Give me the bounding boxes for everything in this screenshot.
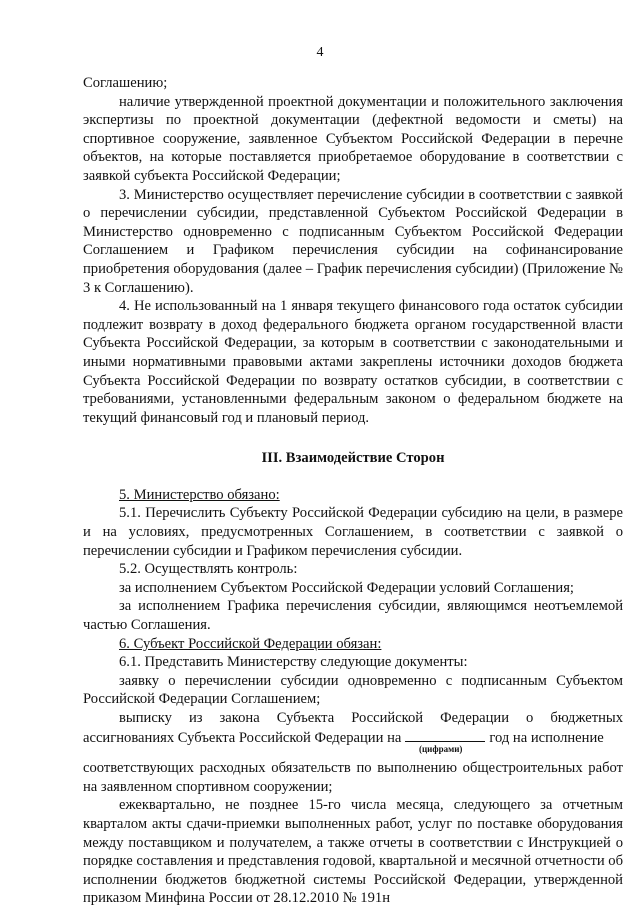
doc-extract-continuation: соответствующих расходных обязательств по выполнению общестроительных работ на заявленном спортивном сооружении; xyxy=(83,760,623,795)
doc-extract-end: год на исполнение xyxy=(489,729,604,746)
doc-extract-start: выписку из закона Субъекта Российской Федерации о бюджетных ассигнованиях Субъекта Российской Федерации на xyxy=(83,710,623,746)
item-5 xyxy=(83,486,623,505)
doc-extract xyxy=(83,709,623,747)
year-blank-field xyxy=(405,728,485,742)
item-5-1: 5.1. Перечислить Субъекту Российской Федерации субсидию на цели, в размере и на условиях, предусмотренных Соглашением, в соответствии с заявкой о перечислении субсидии и Графиком перечисления субсидии. xyxy=(83,505,623,559)
control-2: за исполнением Графика перечисления субсидии, являющимся неотъемлемой частью Соглашения. xyxy=(83,598,623,634)
item-5-text: 5. Министерство обязано: xyxy=(119,486,280,503)
blank-hint-line xyxy=(83,744,623,759)
item-6-text: 6. Субъект Российской Федерации обязан: xyxy=(119,635,382,652)
doc-request: заявку о перечислении субсидии одновременно с подписанным Субъектом Российской Федерации Соглашением; xyxy=(83,672,623,708)
item-6 xyxy=(83,635,623,654)
paragraph-4: 4. Не использованный на 1 января текущего финансового года остаток субсидии подлежит возврату в доход федерального бюджета органом государственной власти Субъекта Российской Федерации, за которым в соответствии с законодательными и иными нормативными правовыми актами закреплены источники доходов бюджета Субъекта Российской Федерации по возврату остатков субсидии, в соответствии с требованиями, установленными федеральным законом о федеральном бюджете на текущий финансовый год и плановый период. xyxy=(83,298,623,426)
line-agreement: Соглашению; xyxy=(83,75,168,91)
doc-quarterly: ежеквартально, не позднее 15-го числа месяца, следующего за отчетным кварталом акты сдачи-приемки выполненных работ, услуг по поставке оборудования между поставщиком и получателем, а также отчеты в соответствии с Инструкцией о порядке составления и представления годовой, квартальной и месячной отчетности об исполнении бюджетов бюджетной системы Российской Федерации, утвержденной приказом Минфина России от 28.12.2010 № 191н xyxy=(83,797,623,907)
document-body xyxy=(83,74,623,908)
section-heading: III. Взаимодействие Сторон xyxy=(261,450,445,467)
control-1: за исполнением Субъектом Российской Федерации условий Соглашения; xyxy=(119,579,574,596)
paragraph-design-docs: наличие утвержденной проектной документации и положительного заключения экспертизы по проектной документации (дефектной ведомости и сметы) на спортивное сооружение, заявленное Субъектом Российской Федерации в перечне объектов, на которые поставляется приобретаемое оборудование в соответствии с заявкой субъекта Российской Федерации; xyxy=(83,93,623,184)
item-5-2: 5.2. Осуществлять контроль: xyxy=(119,561,298,578)
paragraph-3: 3. Министерство осуществляет перечисление субсидии в соответствии с заявкой о перечислении субсидии, представленной Субъектом Российской Федерации в Министерство одновременно с подписанным Субъектом Российской Федерации Соглашением и Графиком перечисления субсидии на софинансирование приобретения оборудования (далее – График перечисления субсидии) (Приложение № 3 к Соглашению). xyxy=(83,186,623,296)
page-number: 4 xyxy=(316,45,324,60)
item-6-1: 6.1. Представить Министерству следующие документы: xyxy=(119,654,468,671)
blank-hint: (цифрами) xyxy=(419,744,463,755)
